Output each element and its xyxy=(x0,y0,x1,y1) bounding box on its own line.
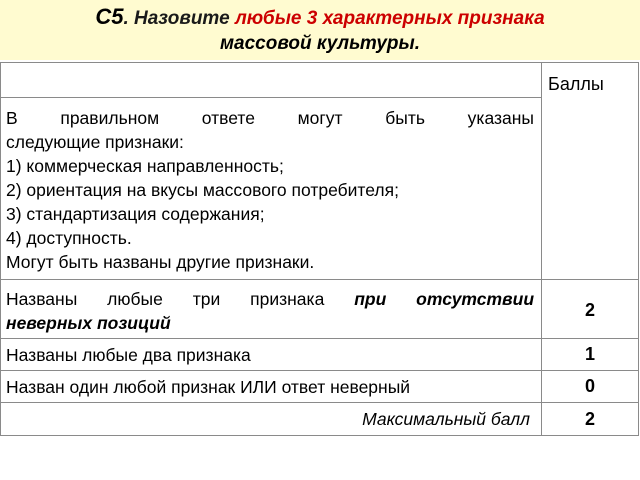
title-accent: любые 3 характерных признака xyxy=(234,8,545,29)
criteria-description xyxy=(6,106,534,274)
score-row-two: Названы любые два признака xyxy=(6,345,251,365)
score-value: 1 xyxy=(584,344,595,364)
score-row-emphasis: при отсутствии xyxy=(354,289,535,309)
table-border-bottom xyxy=(0,435,639,436)
title-separator: . xyxy=(123,8,135,29)
task-code: С5 xyxy=(95,4,124,29)
criteria-item: 1) коммерческая направленность; xyxy=(6,156,284,176)
table-border-left xyxy=(0,62,1,436)
max-score-label: Максимальный балл xyxy=(362,409,530,429)
criteria-item: 2) ориентация на вкусы массового потребителя; xyxy=(6,180,399,200)
criteria-item: 4) доступность. xyxy=(6,228,132,248)
score-value: 2 xyxy=(584,300,595,320)
score-value: 0 xyxy=(584,376,595,396)
row-divider xyxy=(0,279,639,280)
score-row-text: Названы любые три признака xyxy=(6,289,355,309)
score-row-emphasis-cont: неверных позиций xyxy=(6,313,171,333)
criteria-item: 3) стандартизация содержания; xyxy=(6,204,265,224)
row-divider xyxy=(0,402,639,403)
criteria-intro: В правильном ответе могут быть указаны xyxy=(6,108,534,128)
title-prefix: Назовите xyxy=(134,8,235,29)
row-divider xyxy=(0,370,639,371)
score-row-three xyxy=(6,287,534,335)
score-row-line xyxy=(6,287,534,311)
score-column-header: Баллы xyxy=(548,74,604,94)
task-title-line2: массовой культуры. xyxy=(219,33,420,54)
max-score-value: 2 xyxy=(584,409,595,429)
row-divider xyxy=(0,338,639,339)
criteria-note: Могут быть названы другие признаки. xyxy=(6,252,315,272)
row-divider xyxy=(0,97,541,98)
score-row-one: Назван один любой признак ИЛИ ответ неверный xyxy=(6,377,411,397)
criteria-intro-cont: следующие признаки: xyxy=(6,132,184,152)
table-border-top xyxy=(0,62,639,63)
